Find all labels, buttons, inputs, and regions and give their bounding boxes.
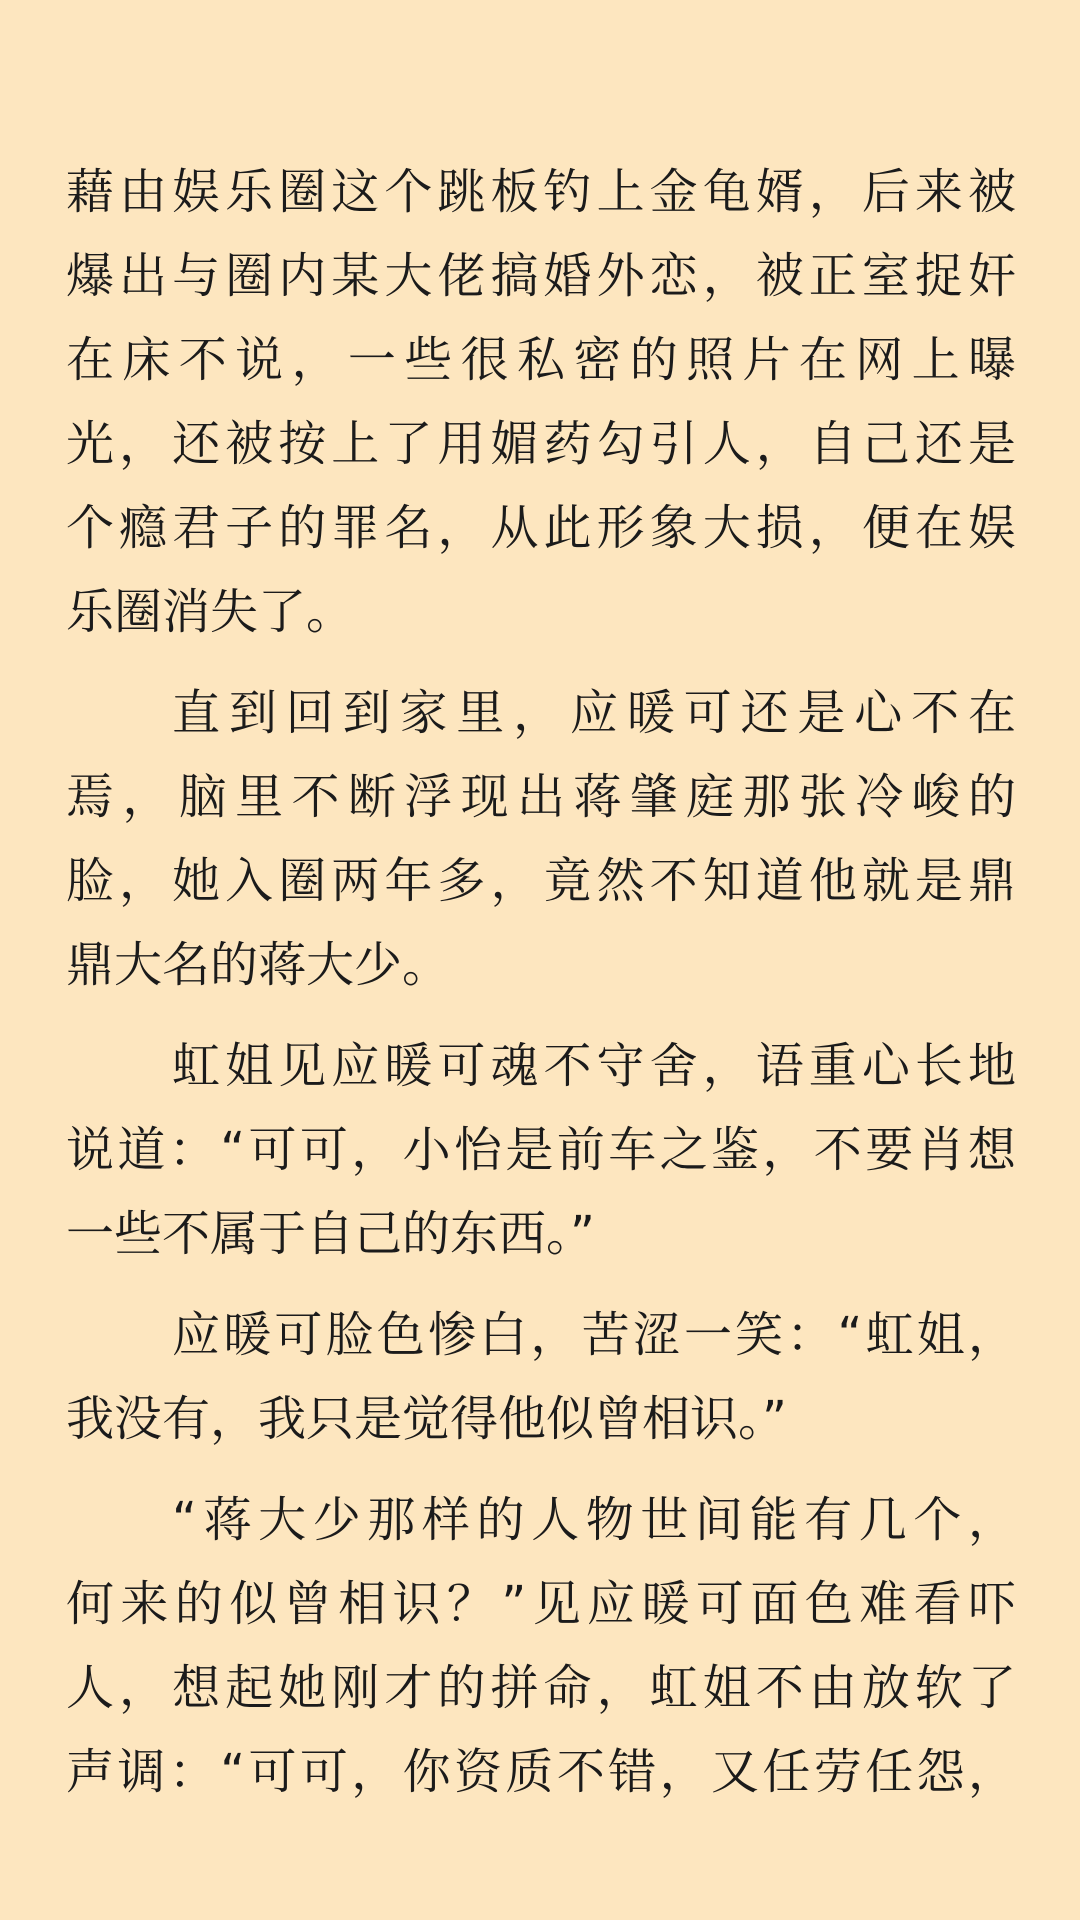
chapter-text — [66, 150, 1016, 1814]
paragraph — [66, 150, 1016, 654]
paragraph — [66, 1478, 1016, 1814]
text-line: “蒋大少那样的人物世间能有几个， — [172, 1492, 1016, 1548]
text-line: 藉由娱乐圈这个跳板钓上金龟婿，后来被 — [66, 164, 1016, 220]
text-line: 何来的似曾相识？”见应暖可面色难看吓 — [66, 1576, 1016, 1632]
text-line: 焉，脑里不断浮现出蒋肇庭那张冷峻的 — [66, 769, 1016, 825]
text-line: 我没有，我只是觉得他似曾相识。” — [66, 1391, 787, 1447]
text-line: 爆出与圈内某大佬搞婚外恋，被正室捉奸 — [66, 248, 1016, 304]
text-line: 人，想起她刚才的拼命，虹姐不由放软了 — [66, 1660, 1016, 1716]
text-line: 光，还被按上了用媚药勾引人，自己还是 — [66, 416, 1016, 472]
text-line: 直到回到家里，应暖可还是心不在 — [172, 685, 1016, 741]
paragraph — [66, 1024, 1016, 1276]
text-line: 在床不说，一些很私密的照片在网上曝 — [66, 332, 1016, 388]
text-line: 一些不属于自己的东西。” — [66, 1206, 595, 1262]
text-line: 虹姐见应暖可魂不守舍，语重心长地 — [172, 1038, 1016, 1094]
paragraph — [66, 1293, 1016, 1461]
paragraph-gap — [66, 654, 1016, 671]
paragraph-gap — [66, 1461, 1016, 1478]
text-line: 脸，她入圈两年多，竟然不知道他就是鼎 — [66, 853, 1016, 909]
text-line: 鼎大名的蒋大少。 — [66, 937, 451, 993]
text-line: 乐圈消失了。 — [66, 584, 355, 640]
paragraph-gap — [66, 1276, 1016, 1293]
text-line: 个瘾君子的罪名，从此形象大损，便在娱 — [66, 500, 1016, 556]
text-line: 说道：“可可，小怡是前车之鉴，不要肖想 — [66, 1122, 1016, 1178]
paragraph-gap — [66, 1007, 1016, 1024]
text-line: 声调：“可可，你资质不错，又任劳任怨， — [66, 1744, 1016, 1800]
text-line: 应暖可脸色惨白，苦涩一笑：“虹姐， — [172, 1307, 1016, 1363]
paragraph — [66, 671, 1016, 1007]
